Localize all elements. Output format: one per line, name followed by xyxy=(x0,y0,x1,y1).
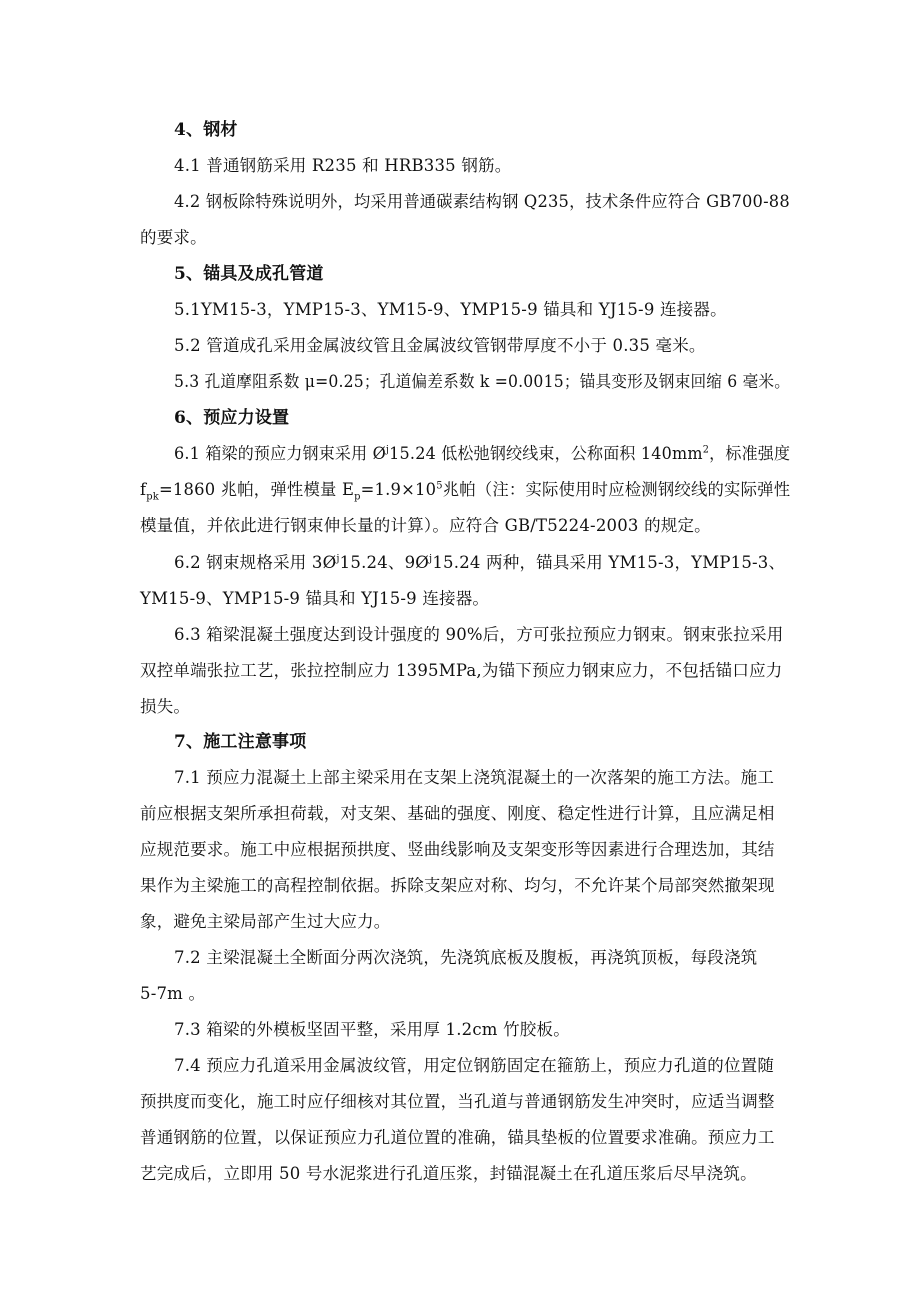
section-6-1-text-line2: $f_{pk}=1860$ 兆帕，弹性模量 $E_p=1.9\times 10^5$兆帕（注：实际使用时应检测钢绞线的实际弹性 xyxy=(140,480,791,503)
section-5-2-text: 5.2 管道成孔采用金属波纹管且金属波纹管钢带厚度不小于 0.35 毫米。 xyxy=(174,336,706,355)
section-4-2-text-line1: 4.2 钢板除特殊说明外，均采用普通碳素结构钢 Q235，技术条件应符合 GB700-88 xyxy=(174,192,790,211)
section-5-3-text: 5.3 孔道摩阻系数 μ=0.25；孔道偏差系数 k =0.0015；锚具变形及钢束回缩 6 毫米。 xyxy=(174,372,791,391)
section-4-heading: 4、钢材 xyxy=(174,120,238,140)
section-6-1-text-line1: 6.1 箱梁的预应力钢束采用 $Ø^j15.24$ 低松弛钢绞线束，公称面积 $140mm^2$，标准强度 xyxy=(174,444,791,463)
section-7-1-text-line2: 前应根据支架所承担荷载，对支架、基础的强度、刚度、稳定性进行计算，且应满足相 xyxy=(140,804,775,823)
section-7-2-text-line1: 7.2 主梁混凝土全断面分两次浇筑，先浇筑底板及腹板，再浇筑顶板，每段浇筑 xyxy=(174,948,758,967)
section-6-3-text-line3: 损失。 xyxy=(140,697,191,716)
section-4-2-text-line2: 的要求。 xyxy=(140,228,207,247)
section-6-heading: 6、预应力设置 xyxy=(174,408,290,428)
section-7-2-text-line2: 5-7m 。 xyxy=(140,984,206,1003)
section-7-heading: 7、施工注意事项 xyxy=(174,732,307,752)
section-7-1-text-line5: 象，避免主梁局部产生过大应力。 xyxy=(140,912,391,931)
section-5-1-text: 5.1YM15-3，YMP15-3、YM15-9、YMP15-9 锚具和 YJ15-9 连接器。 xyxy=(174,300,727,319)
section-7-3-text: 7.3 箱梁的外模板坚固平整，采用厚 1.2cm 竹胶板。 xyxy=(174,1020,570,1039)
section-7-4-text-line3: 普通钢筋的位置，以保证预应力孔道位置的准确，锚具垫板的位置要求准确。预应力工 xyxy=(140,1128,775,1147)
section-7-4-text-line2: 预拱度而变化，施工时应仔细核对其位置，当孔道与普通钢筋发生冲突时，应适当调整 xyxy=(140,1092,775,1111)
section-6-1-text-line3: 模量值，并依此进行钢束伸长量的计算）。应符合 GB/T5224-2003 的规定。 xyxy=(140,516,711,535)
section-5-heading: 5、锚具及成孔管道 xyxy=(174,264,324,284)
section-7-1-text-line4: 果作为主梁施工的高程控制依据。拆除支架应对称、均匀，不允许某个局部突然撤架现 xyxy=(140,876,775,895)
section-6-2-text-line1: 6.2 钢束规格采用 $3Ø^j15.24$、$9Ø^j15.24$ 两种，锚具采用 YM15-3，YMP15-3、 xyxy=(174,553,786,572)
section-7-1-text-line1: 7.1 预应力混凝土上部主梁采用在支架上浇筑混凝土的一次落架的施工方法。施工 xyxy=(174,768,775,787)
section-7-4-text-line4: 艺完成后，立即用 50 号水泥浆进行孔道压浆，封锚混凝土在孔道压浆后尽早浇筑。 xyxy=(140,1164,757,1183)
section-6-3-text-line2: 双控单端张拉工艺，张拉控制应力 1395MPa,为锚下预应力钢束应力，不包括锚口应力 xyxy=(140,661,783,680)
section-4-1-text: 4.1 普通钢筋采用 R235 和 HRB335 钢筋。 xyxy=(174,156,512,175)
section-6-2-text-line2: YM15-9、YMP15-9 锚具和 YJ15-9 连接器。 xyxy=(140,589,490,608)
section-7-4-text-line1: 7.4 预应力孔道采用金属波纹管，用定位钢筋固定在箍筋上，预应力孔道的位置随 xyxy=(174,1056,775,1075)
section-7-1-text-line3: 应规范要求。施工中应根据预拱度、竖曲线影响及支架变形等因素进行合理迭加，其结 xyxy=(140,840,775,859)
section-6-3-text-line1: 6.3 箱梁混凝土强度达到设计强度的 90%后，方可张拉预应力钢束。钢束张拉采用 xyxy=(174,625,784,644)
